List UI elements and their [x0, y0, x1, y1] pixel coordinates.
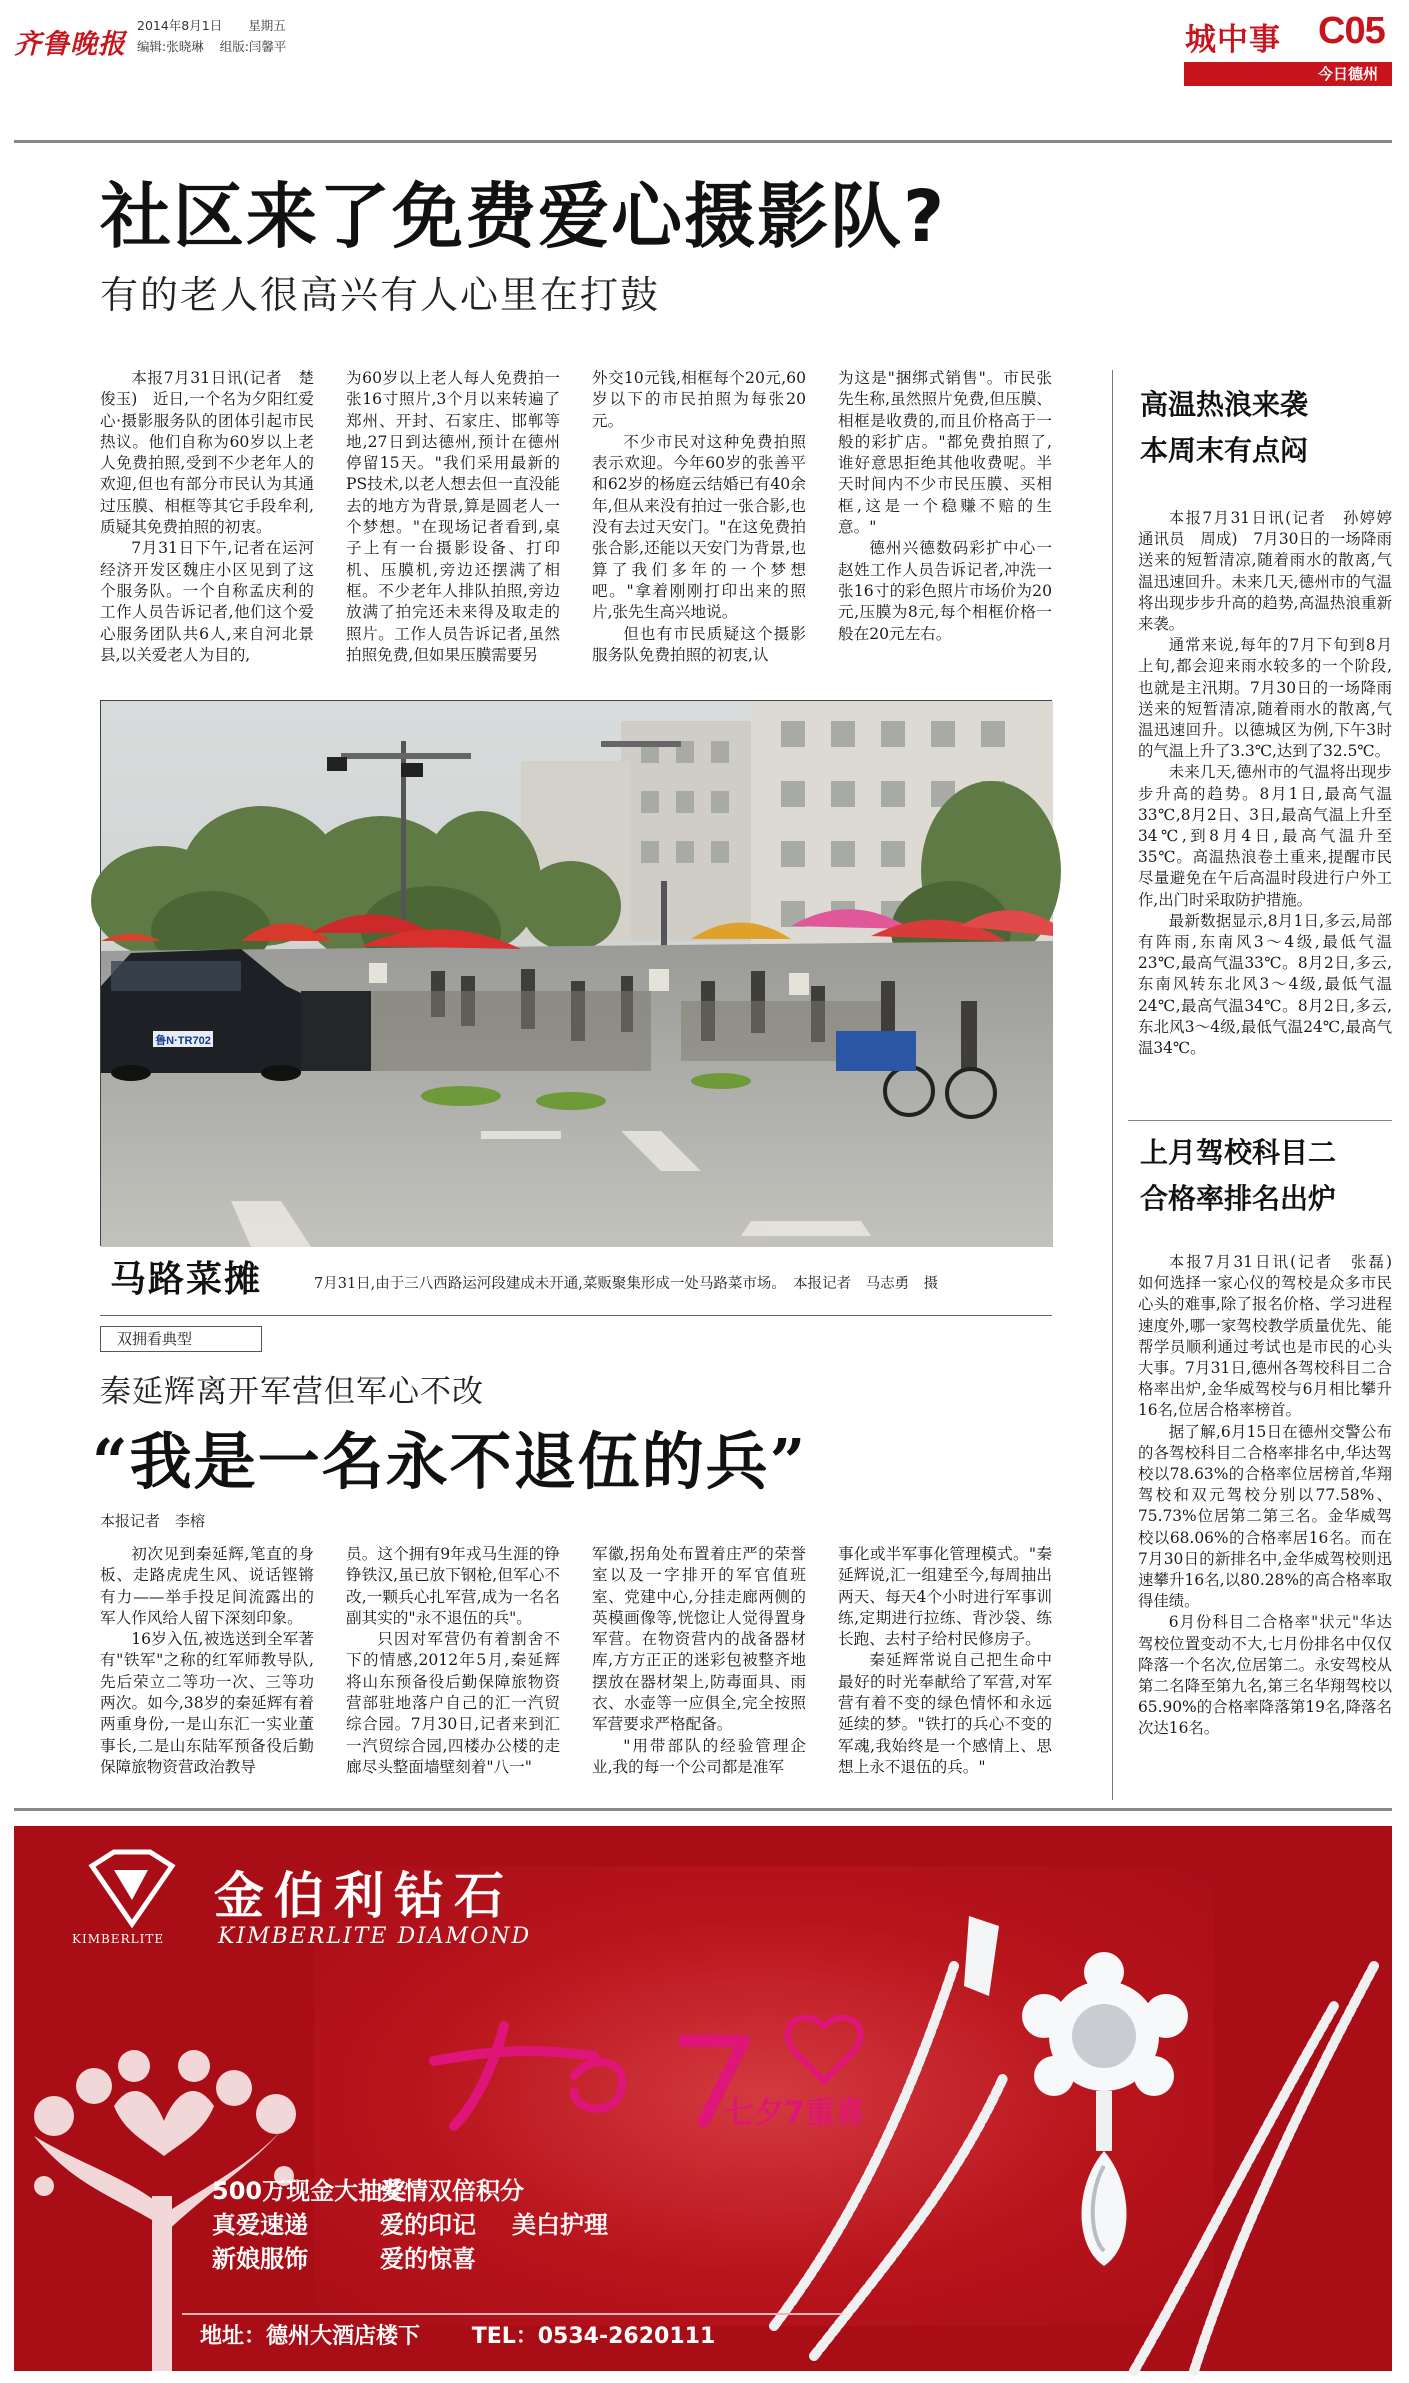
offer-item: 美白护理: [512, 2211, 608, 2239]
paragraph: 为这是"捆绑式销售"。市民张先生称,虽然照片免费,但压膜、相框是收费的,而且价格高于一般的彩扩店。"都免费拍照了,谁好意思拒绝其他收费呢。半天时间内不少市民压膜、买相框,这是一个稳赚不赔的生意。": [838, 369, 1052, 537]
sidebar-rule: [1128, 1120, 1392, 1121]
paragraph: 通常来说,每年的7月下旬到8月上旬,都会迎来雨水较多的一个阶段,也就是主汛期。7月30日的一场降雨送来的短暂清凉,随着雨水的散离,气温迅速回升。以德城区为例,下午3时的气温上升了3.3℃,达到了32.5℃。: [1138, 636, 1392, 761]
photo-caption: 7月31日,由于三八西路运河段建成未开通,菜贩聚集形成一处马路菜市场。 本报记者 马志勇 摄: [314, 1276, 939, 1292]
weather-headline-line2: 本周末有点闷: [1140, 434, 1309, 467]
paragraph: 据了解,6月15日在德州交警公布的各驾校科目二合格率排名中,华达驾校以78.63%的合格率位居榜首,华翔驾校和双元驾校分别以77.58%、75.73%位居第二第三名。金华威驾校以68.06%的合格率居16名。而在7月30日的新排名中,金华威驾校则迅速攀升16名,以80.28%的高合格率取得佳绩。: [1138, 1422, 1392, 1611]
second-kicker: 秦延辉离开军营但军心不改: [100, 1374, 484, 1410]
paragraph: 本报7月31日讯(记者 张磊) 如何选择一家心仪的驾校是众多市民心头的难事,除了报名价格、学习进程速度外,哪一家驾校教学质量优先、能帮学员顺利通过考试也是市民的心头大事。7月31日,德州各驾校科目二合格率出炉,金华威驾校与6月相比攀升16名,位居合格率榜首。: [1138, 1253, 1408, 1420]
second-column-1: [100, 1544, 314, 1800]
paragraph: 最新数据显示,8月1日,多云,局部有阵雨,东南风3～4级,最低气温23℃,最高气温33℃。8月2日,多云,东南风转东北风3～4级,最低气温24℃,最高气温34℃。8月2日,多云,东北风3～4级,最低气温24℃,最高气温34℃。: [1138, 911, 1392, 1058]
offer-item: 爱情双倍积分: [380, 2177, 524, 2205]
promo-text: 七夕7重喜: [724, 2096, 865, 2131]
license-plate: 鲁N·TR702: [155, 1035, 211, 1047]
paragraph: 秦延辉常说自己把生命中最好的时光奉献给了军营,对军营有着不变的绿色情怀和永远延续的梦。"铁打的兵心不变的军魂,我始终是一个感情上、思想上永不退伍的兵。": [838, 1651, 1052, 1776]
photo-rule: [100, 1315, 1052, 1316]
paragraph: 初次见到秦延辉,笔直的身板、走路虎虎生风、说话铿锵有力——举手投足间流露出的军人作风给人留下深刻印象。: [100, 1545, 314, 1627]
topic-tag: [100, 1326, 262, 1352]
brand-english: KIMBERLITE DIAMOND: [218, 1924, 532, 1949]
paragraph: 不少市民对这种免费拍照表示欢迎。今年60岁的张善平和62岁的杨庭云结婚已有40余年,但从来没有拍过一张合影,也没有去过天安门。"在这免费拍张合影,还能以天安门为背景,也算了我们多年的一个梦想吧。"拿着刚刚打印出来的照片,张先生高兴地说。: [592, 432, 806, 622]
editor-text: 编辑:张晓琳: [137, 39, 204, 54]
newspaper-logo: 齐鲁晚报: [14, 29, 126, 60]
store-address: 地址：德州大酒店楼下: [200, 2324, 421, 2349]
second-column-3: [592, 1544, 806, 1800]
lead-column-4: [838, 368, 1052, 688]
paragraph: 为60岁以上老人每人免费拍一张16寸照片,3个月以来转遍了郑州、开封、石家庄、邯郸等地,27日到达德州,预计在德州停留15天。"我们采用最新的PS技术,以老人想去但一直没能去的地方为背景,算是圆老人一个梦想。"在现场记者看到,桌子上有一台摄影设备、打印机、压膜机,旁边还摆满了相框。不少老年人排队拍照,旁边放满了拍完还未来得及取走的照片。工作人员告诉记者,虽然拍照免费,但如果压膜需要另: [346, 369, 560, 664]
street-market-photo: [100, 700, 1052, 1246]
offer-item: 爱的印记: [380, 2211, 476, 2239]
weekday-text: 星期五: [248, 18, 286, 33]
masthead-rule: [14, 140, 1392, 143]
issue-date: [137, 16, 286, 34]
lead-column-3: [592, 368, 806, 688]
paragraph: 事化或半军事化管理模式。"秦延辉说,汇一组建至今,每周抽出两天、每天4个小时进行军事训练,定期进行拉练、背沙袋、练长跑、去村子给村民修房子。: [838, 1545, 1052, 1649]
weather-article: [1138, 508, 1408, 1118]
sub-section-bar: [1184, 62, 1392, 86]
layout-text: 组版:闫馨平: [219, 39, 287, 54]
paragraph: 16岁入伍,被选送到全军著有"铁军"之称的红军师教导队,先后荣立二等功一次、三等功两次。如今,38岁的秦延辉有着两重身份,一是山东汇一实业董事长,二是山东陆军预备役后勤保障旅物资营政治教导: [100, 1630, 314, 1776]
page-number: C05: [1318, 10, 1385, 52]
lead-subheadline: 有的老人很高兴有人心里在打鼓: [100, 273, 661, 317]
second-column-4: [838, 1544, 1052, 1800]
weather-headline: [1140, 382, 1308, 474]
second-headline: “我是一名永不退伍的兵”: [92, 1425, 808, 1498]
second-byline: 本报记者 李榕: [100, 1512, 206, 1530]
paragraph: 6月份科目二合格率"状元"华达驾校位置变动不大,七月份排名中仅仅降落一个名次,位居第二。永安驾校从第二名降至第九名,第三名华翔驾校以65.90%的合格率降落第19名,降落名次达16名。: [1138, 1613, 1392, 1738]
jewelry-advertisement: [14, 1826, 1392, 2371]
paragraph: 但也有市民质疑这个摄影服务队免费拍照的初衷,认: [592, 624, 806, 664]
date-text: 2014年8月1日: [137, 18, 223, 33]
store-phone: TEL：0534-2620111: [471, 2324, 716, 2349]
paragraph: 员。这个拥有9年戎马生涯的铮铮铁汉,虽已放下钢枪,但军心不改,一颗兵心扎军营,成为一名名副其实的"永不退伍的兵"。: [346, 1545, 560, 1627]
offers-grid: [212, 2174, 692, 2310]
photo-illustration: [101, 701, 1053, 1247]
topic-tag-text: 双拥看典型: [117, 1330, 193, 1348]
photo-title: 马路菜摊: [110, 1259, 263, 1300]
second-column-2: [346, 1544, 560, 1800]
sub-section-text: 今日德州: [1317, 65, 1378, 83]
paragraph: "用带部队的经验管理企业,我的每一个公司都是准军: [592, 1736, 806, 1776]
diamond-necklace: [774, 1886, 1392, 2371]
lead-column-2: [346, 368, 560, 688]
weather-headline-line1: 高温热浪来袭: [1140, 388, 1309, 421]
paragraph: 本报7月31日讯(记者 楚俊玉) 近日,一个名为夕阳红爱心·摄影服务队的团体引起市民热议。他们自称为60岁以上老人免费拍照,受到不少老年人的欢迎,但也有部分市民认为其通过压膜、相框等其它手段牟利,质疑其免费拍照的初衷。: [100, 369, 314, 537]
offer-item: 真爱速递: [212, 2211, 308, 2239]
sidebar-divider: [1112, 370, 1113, 1800]
offer-item: 500万现金大抽奖: [212, 2177, 407, 2205]
driving-school-headline-line1: 上月驾校科目二: [1140, 1136, 1337, 1169]
ad-top-rule: [14, 1808, 1392, 1811]
brand-chinese: 金伯利钻石: [214, 1867, 514, 1925]
lead-column-1: [100, 368, 314, 688]
paragraph: 德州兴德数码彩扩中心一赵姓工作人员告诉记者,冲洗一张16寸的彩色照片市场价为20元,压膜为8元,每个相框价格一般在20元左右。: [838, 539, 1052, 643]
offer-item: 新娘服饰: [212, 2245, 308, 2273]
paragraph: 7月31日下午,记者在运河经济开发区魏庄小区见到了这个服务队。一个自称孟庆利的工作人员告诉记者,他们这个爱心服务团队共6人,来自河北景县,以关爱老人为目的,: [100, 539, 314, 664]
address-bar: [182, 2313, 842, 2357]
paragraph: 只因对军营仍有着割舍不下的情感,2012年5月,秦延辉将山东预备役后勤保障旅物资营部驻地落户自己的汇一汽贸综合园。7月30日,记者来到汇一汽贸综合园,四楼办公楼的走廊尽头整面墙壁刻着"八一": [346, 1630, 560, 1776]
driving-school-headline-line2: 合格率排名出炉: [1140, 1182, 1337, 1215]
paragraph: 外交10元钱,相框每个20元,60岁以下的市民拍照为每张20元。: [592, 369, 806, 430]
editor-line: [137, 37, 286, 55]
logo-caption: KIMBERLITE: [72, 1932, 165, 1946]
offer-item: 爱的惊喜: [380, 2245, 476, 2273]
masthead: [0, 0, 1409, 120]
paragraph: 军徽,拐角处布置着庄严的荣誉室以及一字排开的军官值班室、党建中心,分挂走廊两侧的英模画像等,恍惚让人觉得置身军营。在物资营内的战备器材库,方方正正的迷彩包被整齐地摆放在器材架上,防毒面具、雨衣、水壶等一应俱全,完全按照军营要求严格配备。: [592, 1545, 806, 1734]
lead-headline: 社区来了免费爱心摄影队?: [100, 175, 947, 258]
paragraph: 未来几天,德州市的气温将出现步步升高的趋势。8月1日,最高气温33℃,8月2日、3日,最高气温上升至34℃,到8月4日,最高气温升至35℃。高温热浪卷土重来,提醒市民尽量避免在午后高温时段进行户外工作,出门时采取防护措施。: [1138, 763, 1392, 909]
paragraph: 本报7月31日讯(记者 孙婷婷 通讯员 周成) 7月30日的一场降雨送来的短暂清凉,随着雨水的散离,气温迅速回升。未来几天,德州市的气温将出现步步升高的趋势,高温热浪重新来袭。: [1138, 509, 1408, 634]
diamond-logo-icon: [84, 1848, 180, 1928]
section-title: 城中事: [1185, 22, 1281, 58]
driving-school-article: [1138, 1252, 1408, 1800]
driving-school-headline: [1140, 1130, 1336, 1222]
